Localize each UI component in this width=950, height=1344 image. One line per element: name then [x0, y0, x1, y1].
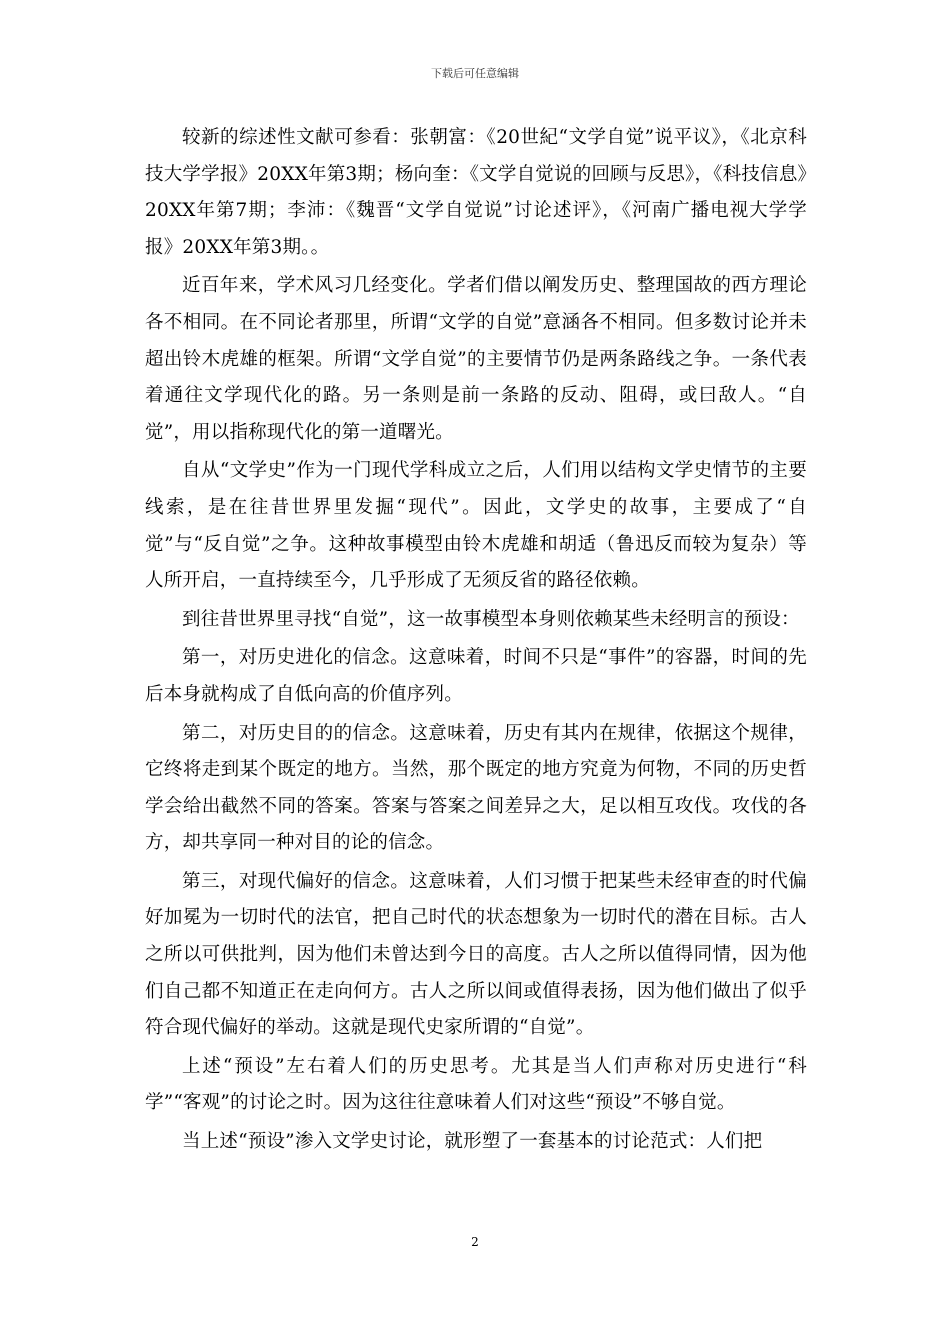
page-header: 下载后可任意编辑 [431, 67, 519, 80]
paragraph-5: 第一，对历史进化的信念。这意味着，时间不只是“事件”的容器，时间的先后本身就构成了自低向高的价值序列。 [145, 647, 807, 705]
document-body [145, 120, 807, 1163]
paragraph-1: 较新的综述性文献可参看：张朝富：《20世紀“文学自觉”说平议》，《北京科技大学学报》20XX年第3期；杨向奎：《文学自觉说的回顾与反思》，《科技信息》20XX年第7期；李沛：《魏晋“文学自觉说”讨论述评》，《河南广播电视大学学报》20XX年第3期。。 [145, 127, 807, 258]
paragraph-9: 当上述“预设”渗入文学史讨论，就形塑了一套基本的讨论范式：人们把 [182, 1131, 763, 1153]
paragraph-7: 第三，对现代偏好的信念。这意味着，人们习惯于把某些未经审查的时代偏好加冕为一切时代的法官，把自己时代的状态想象为一切时代的潜在目标。古人之所以可供批判，因为他们未曾达到今日的高度。古人之所以值得同情，因为他们自己都不知道正在走向何方。古人之所以间或值得表扬，因为他们做出了似乎符合现代偏好的举动。这就是现代史家所谓的“自觉”。 [145, 870, 807, 1039]
paragraph-8: 上述“预设”左右着人们的历史思考。尤其是当人们声称对历史进行“科学”“客观”的讨论之时。因为这往往意味着人们对这些“预设”不够自觉。 [145, 1055, 807, 1114]
paragraph-3: 自从“文学史”作为一门现代学科成立之后，人们用以结构文学史情节的主要线索，是在往昔世界里发掘“现代”。因此，文学史的故事，主要成了“自觉”与“反自觉”之争。这种故事模型由铃木虎雄和胡适（鲁迅反而较为复杂）等人所开启，一直持续至今，几乎形成了无须反省的路径依赖。 [145, 460, 807, 592]
paragraph-6: 第二，对历史目的的信念。这意味着，历史有其内在规律，依据这个规律，它终将走到某个既定的地方。当然，那个既定的地方究竟为何物，不同的历史哲学会给出截然不同的答案。答案与答案之间差异之大，足以相互攻伐。攻伐的各方，却共享同一种对目的论的信念。 [145, 722, 807, 854]
paragraph-2: 近百年来，学术风习几经变化。学者们借以阐发历史、整理国故的西方理论各不相同。在不同论者那里，所谓“文学的自觉”意涵各不相同。但多数讨论并未超出铃木虎雄的框架。所谓“文学自觉”的主要情节仍是两条路线之争。一条代表着通往文学现代化的路。另一条则是前一条路的反动、阻碍，或曰敌人。“自觉”，用以指称现代化的第一道曙光。 [145, 275, 807, 443]
paragraph-4: 到往昔世界里寻找“自觉”，这一故事模型本身则依赖某些未经明言的预设： [182, 608, 800, 630]
page-number: 2 [471, 1235, 479, 1249]
